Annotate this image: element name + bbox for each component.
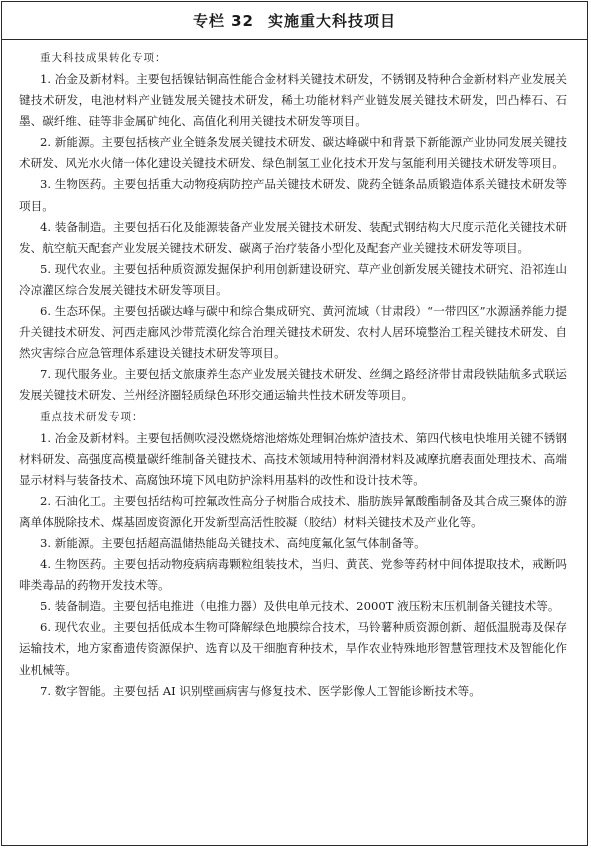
box-label: 专栏: [193, 12, 226, 30]
section-heading-transformation: 重大科技成果转化专项：: [40, 52, 167, 64]
list-item: 7. 现代服务业。主要包括文旅康养生态产业发展关键技术研发、丝绸之路经济带甘肃段铁陆航多式联运发展关键技术研发、兰州经济圈轻质绿色环形交通运输共性技术研发等项目。: [19, 367, 567, 403]
list-item: 2. 新能源。主要包括核产业全链条发展关键技术研发、碳达峰碳中和背景下新能源产业协同发展关键技术研发、风光水火储一体化建设关键技术研发、绿色制氢工业化技术开发与氢能利用关键技术研发等项目。: [19, 135, 567, 171]
list-item: 4. 装备制造。主要包括石化及能源装备产业发展关键技术研发、装配式钢结构大尺度示范化关键技术研发、航空航天配套产业发展关键技术研发、碳离子治疗装备小型化及配套产业关键技术研发等项目。: [19, 219, 567, 255]
list-item: 5. 现代农业。主要包括种质资源发掘保护利用创新建设研究、草产业创新发展关键技术研究、沿祁连山冷凉灌区综合发展关键技术研发等项目。: [19, 261, 567, 297]
list-item: 5. 装备制造。主要包括电推进（电推力器）及供电单元技术、2000T 液压粉末压机制备关键技术等。: [40, 599, 560, 614]
list-item: 3. 新能源。主要包括超高温储热能岛关键技术、高纯度氟化氢气体制备等。: [40, 535, 426, 550]
feature-box: [1, 1, 588, 846]
list-item: 7. 数字智能。主要包括 AI 识别壁画病害与修复技术、医学影像人工智能诊断技术等。: [40, 683, 481, 698]
list-item: 1. 冶金及新材料。主要包括侧吹浸没燃烧熔池熔炼处理铜冶炼炉渣技术、第四代核电快堆用关键不锈钢材料研发、高强度高模量碳纤维制备关键技术、高技术领域用特种润滑材料及减摩抗磨表面处理技术、高端显示材料与装备技术、高腐蚀环境下风电防护涂料用基料的改性和设计技术等。: [19, 430, 567, 487]
box-title-bar: [2, 2, 587, 40]
list-item: 1. 冶金及新材料。主要包括镍钴铜高性能合金材料关键技术研发，不锈钢及特种合金新材料产业发展关键技术研发，电池材料产业链发展关键技术研发，稀土功能材料产业链发展关键技术研发，凹凸棒石、石墨、碳纤维、硅等非金属矿纯化、高值化利用关键技术研发等项目。: [19, 72, 567, 129]
section-heading-key-tech: 重点技术研发专项：: [40, 410, 144, 423]
list-item: 6. 现代农业。主要包括低成本生物可降解绿色地膜综合技术，马铃薯种质资源创新、超低温脱毒及保存运输技术，地方家畜遗传资源保护、选育以及干细胞育种技术，旱作农业特殊地形智慧管理技术及智能化作业机械等。: [19, 620, 567, 677]
box-content: [2, 40, 587, 702]
list-item: 3. 生物医药。主要包括重大动物疫病防控产品关键技术研发、陇药全链条品质锻造体系关键技术研发等项目。: [19, 177, 567, 213]
list-item: 6. 生态环保。主要包括碳达峰与碳中和综合集成研究、黄河流域（甘肃段）“一带四区”水源涵养能力提升关键技术研发、河西走廊风沙带荒漠化综合治理关键技术研发、农村人居环境整治工程关键技术研发、自然灾害综合应急管理体系建设关键技术研发等项目。: [19, 304, 567, 361]
box-title: 实施重大科技项目: [267, 12, 396, 30]
box-number: 32: [231, 11, 254, 30]
list-item: 2. 石油化工。主要包括结构可控氟改性高分子树脂合成技术、脂肪族异氰酸酯制备及其合成三聚体的游离单体脱除技术、煤基固废资源化开发新型高活性胶凝（胶结）材料关键技术及产业化等。: [19, 493, 567, 529]
list-item: 4. 生物医药。主要包括动物疫病病毒颗粒组装技术，当归、黄芪、党参等药材中间体提取技术，戒断吗啡类毒品的药物开发技术等。: [19, 557, 567, 593]
